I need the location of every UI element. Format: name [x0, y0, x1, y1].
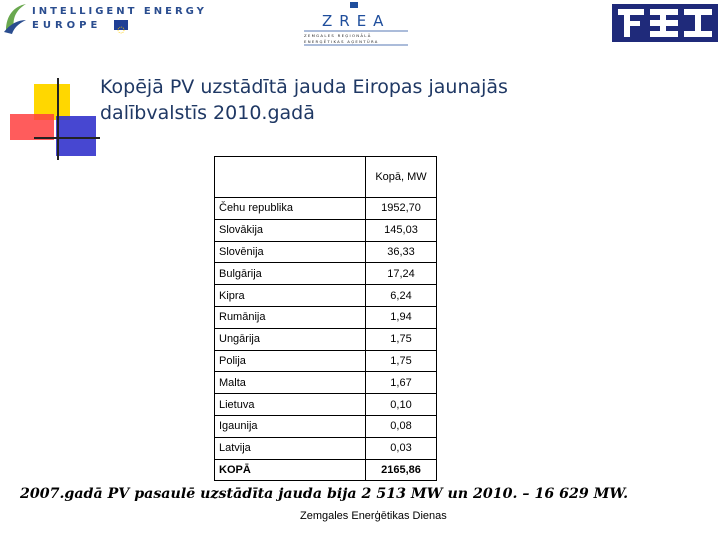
- country-cell: Latvija: [215, 437, 366, 459]
- value-cell: 1,75: [366, 328, 437, 350]
- header-value-cell: Kopā, MW: [366, 157, 437, 198]
- country-cell: Bulgārija: [215, 263, 366, 285]
- table-row: [215, 350, 437, 372]
- table-row: [215, 219, 437, 241]
- value-cell: 145,03: [366, 219, 437, 241]
- value-cell: 0,10: [366, 394, 437, 416]
- zrea-logo: [300, 2, 412, 46]
- table-row: [215, 285, 437, 307]
- table-row: [215, 415, 437, 437]
- slide-title: [100, 74, 700, 126]
- table-row: [215, 198, 437, 220]
- table-row: [215, 372, 437, 394]
- intelligent-energy-europe-logo: [2, 2, 207, 36]
- zrea-logo-sub1: ZEMGALES REĢIONĀLĀ: [304, 33, 372, 38]
- footnote: 2007.gadā PV pasaulē uzstādīta jauda bija 2 513 MW un 2010. – 16 629 MW.: [20, 486, 629, 502]
- value-cell: 6,24: [366, 285, 437, 307]
- country-cell: Slovēnija: [215, 241, 366, 263]
- decorative-squares-icon: [10, 76, 110, 162]
- table-total-row: [215, 459, 437, 481]
- value-cell: 0,08: [366, 415, 437, 437]
- table-row: [215, 263, 437, 285]
- country-cell: Ungārija: [215, 328, 366, 350]
- country-cell: KOPĀ: [215, 459, 366, 481]
- country-cell: Kipra: [215, 285, 366, 307]
- table-row: [215, 394, 437, 416]
- header-country-cell: [215, 157, 366, 198]
- zrea-logo-letters: ZREA: [322, 12, 391, 30]
- country-cell: Igaunija: [215, 415, 366, 437]
- slide-title-line1: Kopējā PV uzstādītā jauda Eiropas jaunajās: [100, 76, 508, 98]
- value-cell: 1,94: [366, 306, 437, 328]
- table-row: [215, 437, 437, 459]
- pv-capacity-table: [214, 156, 437, 481]
- value-cell: 1952,70: [366, 198, 437, 220]
- table-row: [215, 328, 437, 350]
- fei-logo: [612, 4, 718, 42]
- eu-flag-icon: [114, 20, 128, 30]
- country-cell: Malta: [215, 372, 366, 394]
- iee-swoosh-icon: [2, 2, 28, 34]
- value-cell: 1,75: [366, 350, 437, 372]
- country-cell: Polija: [215, 350, 366, 372]
- country-cell: Čehu republika: [215, 198, 366, 220]
- value-cell: 0,03: [366, 437, 437, 459]
- table-row: [215, 241, 437, 263]
- value-cell: 36,33: [366, 241, 437, 263]
- value-cell: 17,24: [366, 263, 437, 285]
- iee-logo-line1: INTELLIGENT ENERGY: [32, 6, 207, 17]
- decorative-squares: [10, 76, 110, 162]
- value-cell: 2165,86: [366, 459, 437, 481]
- country-cell: Lietuva: [215, 394, 366, 416]
- country-cell: Rumānija: [215, 306, 366, 328]
- footer-text: Zemgales Enerģētikas Dienas: [300, 510, 447, 522]
- iee-logo-line2: EUROPE: [32, 20, 102, 31]
- zrea-logo-sub2: ENERĢĒTIKAS AĢENTŪRA: [304, 39, 379, 44]
- value-cell: 1,67: [366, 372, 437, 394]
- table-header-row: [215, 157, 437, 198]
- fei-logo-icon: [612, 4, 718, 42]
- slide-title-line2: dalībvalstīs 2010.gadā: [100, 102, 315, 124]
- country-cell: Slovākija: [215, 219, 366, 241]
- table-row: [215, 306, 437, 328]
